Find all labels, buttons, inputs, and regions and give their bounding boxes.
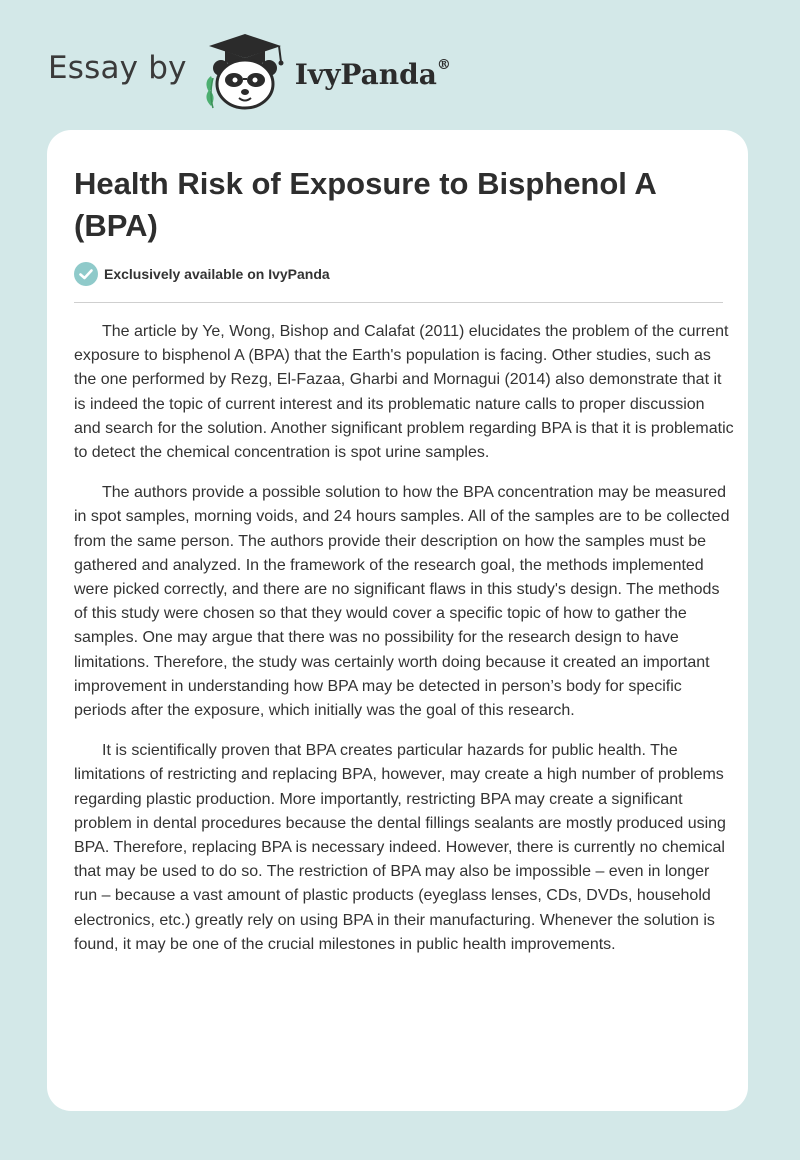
essay-body <box>74 320 734 973</box>
check-circle-icon <box>74 262 98 286</box>
exclusive-badge <box>74 262 330 286</box>
paragraph: The article by Ye, Wong, Bishop and Calafat (2011) elucidates the problem of the current exposure to bisphenol A (BPA) that the Earth's population is facing. Other studies, such as the one performed by Rezg, El-Fazaa, Gharbi and Mornagui (2014) also demonstrate that it is indeed the topic of current interest and its problematic nature calls to proper discussion and search for the solution. Another significant problem regarding BPA is that it is problematic to detect the chemical concentration is spot urine samples. <box>74 323 734 462</box>
divider <box>74 302 723 303</box>
ivypanda-logo-icon[interactable] <box>199 32 291 112</box>
paragraph: It is scientifically proven that BPA creates particular hazards for public health. The limitations of restricting and replacing BPA, however, may create a high number of problems regarding plastic production. More importantly, restricting BPA may create a significant problem in dental procedures because the dental fillings sealants are mostly produced using BPA. Therefore, replacing BPA is necessary indeed. However, there is currently no chemical that may be used to do so. The restriction of BPA may also be impossible – even in longer run – because a vast amount of plastic products (eyeglass lenses, CDs, DVDs, household electronics, etc.) greatly rely on using BPA in their manufacturing. Whenever the solution is found, it may be one of the crucial milestones in public health improvements. <box>74 742 726 953</box>
brand-name[interactable]: IvyPanda® <box>294 57 451 91</box>
exclusive-label: Exclusively available on IvyPanda <box>104 266 330 282</box>
essay-by-label: Essay by <box>48 50 187 86</box>
essay-card <box>47 130 748 1111</box>
registered-mark: ® <box>436 57 451 74</box>
site-header <box>48 32 451 112</box>
paragraph: The authors provide a possible solution to how the BPA concentration may be measured in spot samples, morning voids, and 24 hours samples. All of the samples are to be collected from the same person. The authors provide their description on how the samples must be gathered and analyzed. In the framework of the research goal, the methods implemented were picked correctly, and there are no significant flaws in this study's design. The methods of this study were chosen so that they would cover a specific topic of how to gather the samples. One may argue that there was no possibility for the research design to have limitations. Therefore, the study was certainly worth doing because it created an important improvement in understanding how BPA may be detected in person’s body for specific periods after the exposure, which initially was the goal of this research. <box>74 484 730 720</box>
essay-title: Health Risk of Exposure to Bisphenol A (BPA) <box>74 166 656 243</box>
